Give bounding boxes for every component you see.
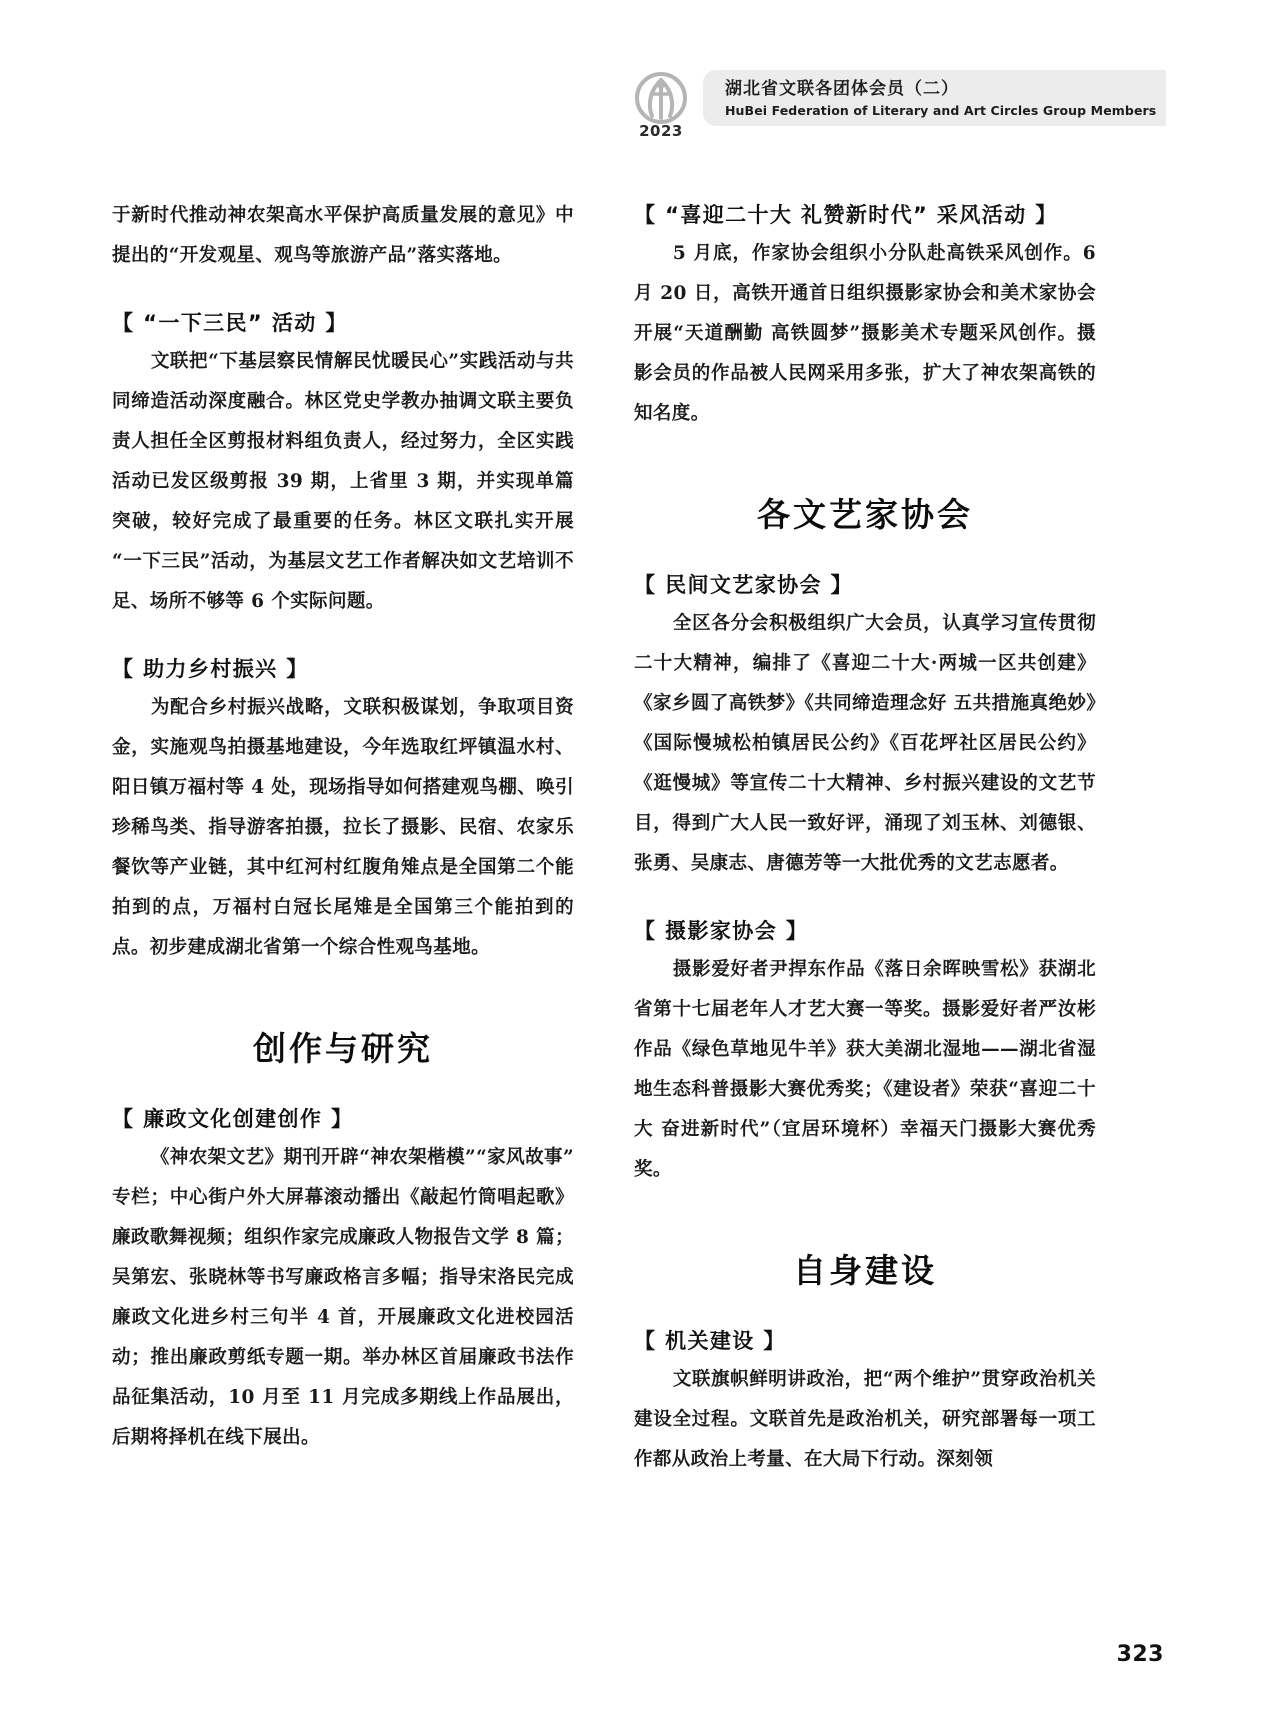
spacer: [112, 1072, 574, 1100]
spacer: [112, 968, 574, 1026]
major-heading-artist-associations: 各文艺家协会: [757, 495, 973, 534]
major-heading-creation-research: 创作与研究: [253, 1029, 433, 1068]
section-paragraph-clean-government-culture: 《神农架文艺》期刊开辟“神农架楷模”“家风故事”专栏；中心街户外大屏幕滚动播出《敲起竹筒唱起歌》廉政歌舞视频；组织作家完成廉政人物报告文学 8 篇；吴第宏、张晓林等书写廉政格言多幅；指导宋洛民完成廉政文化进乡村三句半 4 首，开展廉政文化进校园活动；推出廉政剪纸专题一期。举办林区首届廉政书法作品征集活动，10 月至 11 月完成多期线上作品展出，后期将择机在线下展出。: [112, 1147, 574, 1448]
header-title-english: HuBei Federation of Literary and Art Circles Group Members: [725, 102, 1157, 118]
major-heading-self-construction: 自身建设: [793, 1251, 937, 1290]
section-paragraph-photographers-association: 摄影爱好者尹捍东作品《落日余晖映雪松》获湖北省第十七届老年人才艺大赛一等奖。摄影爱好者严汝彬作品《绿色草地见牛羊》获大美湖北湿地——湖北省湿地生态科普摄影大赛优秀奖；《建设者》荣获“喜迎二十大 奋进新时代”（宜居环境杯）幸福天门摄影大赛优秀奖。: [634, 959, 1096, 1180]
section-heading-photographers-association: 【 摄影家协会 】: [634, 919, 809, 943]
hubei-federation-emblem-icon: [632, 72, 690, 124]
spacer: [112, 622, 574, 650]
spacer: [634, 434, 1096, 492]
section-paragraph-rural-revitalization: 为配合乡村振兴战略，文联积极谋划，争取项目资金，实施观鸟拍摄基地建设，今年选取红坪镇温水村、阳日镇万福村等 4 处，现场指导如何搭建观鸟棚、唤引珍稀鸟类、指导游客拍摄，拉长了摄影、民宿、农家乐餐饮等产业链，其中红河村红腹角雉点是全国第二个能拍到的点，万福村白冠长尾雉是全国第三个能拍到的点。初步建成湖北省第一个综合性观鸟基地。: [112, 697, 574, 958]
spacer: [112, 276, 574, 304]
header-year: 2023: [639, 122, 683, 140]
section-paragraph-yixiasanmin: 文联把“下基层察民情解民忧暖民心”实践活动与共同缔造活动深度融合。林区党史学教办抽调文联主要负责人担任全区剪报材料组负责人，经过努力，全区实践活动已发区级剪报 39 期，上省里 3 期，并实现单篇突破，较好完成了最重要的任务。林区文联扎实开展“一下三民”活动，为基层文艺工作者解决如文艺培训不足、场所不够等 6 个实际问题。: [112, 351, 574, 612]
spacer: [634, 884, 1096, 912]
spacer: [634, 1190, 1096, 1248]
page-content: [112, 196, 1164, 1480]
section-heading-folk-artists-association: 【 民间文艺家协会 】: [634, 573, 854, 597]
section-heading-clean-government-culture: 【 廉政文化创建创作 】: [112, 1107, 354, 1131]
page-number: 323: [1116, 1642, 1164, 1667]
right-column: [634, 196, 1096, 1480]
section-heading-yixiasanmin: 【 “一下三民” 活动 】: [112, 311, 348, 335]
paragraph-continued: 于新时代推动神农架高水平保护高质量发展的意见》中提出的“开发观星、观鸟等旅游产品”落实落地。: [112, 205, 574, 266]
section-paragraph-folk-artists-association: 全区各分会积极组织广大会员，认真学习宣传贯彻二十大精神，编排了《喜迎二十大·两城一区共创建》《家乡圆了高铁梦》《共同缔造理念好 五共措施真绝妙》《国际慢城松柏镇居民公约》《百花坪社区居民公约》《逛慢城》等宣传二十大精神、乡村振兴建设的文艺节目，得到广大人民一致好评，涌现了刘玉林、刘德银、张勇、吴康志、唐德芳等一大批优秀的文艺志愿者。: [634, 613, 1096, 874]
section-paragraph-organ-construction: 文联旗帜鲜明讲政治，把“两个维护”贯穿政治机关建设全过程。文联首先是政治机关，研究部署每一项工作都从政治上考量、在大局下行动。深刻领: [634, 1369, 1096, 1470]
spacer: [634, 538, 1096, 566]
header-title-chinese: 湖北省文联各团体会员（二）: [725, 79, 959, 99]
left-column: [112, 196, 574, 1480]
page-header: [625, 68, 1160, 140]
section-heading-caifeng-activity: 【 “喜迎二十大 礼赞新时代” 采风活动 】: [634, 203, 1058, 227]
spacer: [634, 1294, 1096, 1322]
section-heading-organ-construction: 【 机关建设 】: [634, 1329, 786, 1353]
section-paragraph-caifeng-activity: 5 月底，作家协会组织小分队赴高铁采风创作。6 月 20 日，高铁开通首日组织摄影家协会和美术家协会开展“天道酬勤 高铁圆梦”摄影美术专题采风创作。摄影会员的作品被人民网采用多张，扩大了神农架高铁的知名度。: [634, 243, 1096, 424]
header-title-band: [703, 70, 1166, 126]
header-logo: [625, 72, 697, 144]
section-heading-rural-revitalization: 【 助力乡村振兴 】: [112, 657, 309, 681]
